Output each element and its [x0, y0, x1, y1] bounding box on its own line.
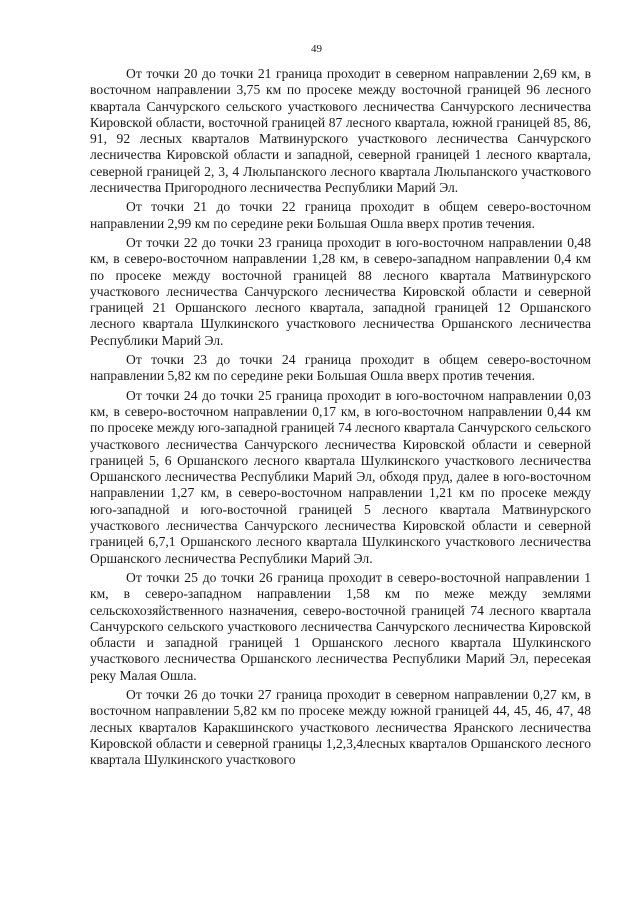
- paragraph-point-24-25: От точки 24 до точки 25 граница проходит в юго-восточном направлении 0,03 км, в северо-восточном направлении 0,17 км, в юго-восточном направлении 0,44 км по просеке между юго-западной границей 74 лесного квартала Санчурского сельского участкового лесничества Санчурского лесничества Кировской области и северной границей 5, 6 Оршанского лесного квартала Шулкинского участкового лесничества Оршанского лесничества Республики Марий Эл, обходя пруд, далее в юго-восточном направлении 1,27 км, в северо-восточном направлении 1,21 км по просеке между юго-западной и юго-восточной границей 5 лесного квартала Матвинурского участкового лесничества Санчурского лесничества Кировской области и северной границей 6,7,1 Оршанского лесного квартала Шулкинского участкового лесничества Оршанского лесничества Республики Марий Эл.: [90, 387, 591, 566]
- paragraph-point-20-21: От точки 20 до точки 21 граница проходит в северном направлении 2,69 км, в восточном направлении 3,75 км по просеке между восточной границей 96 лесного квартала Санчурского сельского участкового лесничества Санчурского лесничества Кировской области, восточной границей 87 лесного квартала, южной границей 85, 86, 91, 92 лесных кварталов Матвинурского участкового лесничества Санчурского лесничества Кировской области и западной, северной границей 1 лесного квартала, северной границей 2, 3, 4 Люльпанского лесного квартала Люльпанского участкового лесничества Пригородного лесничества Республики Марий Эл.: [90, 66, 591, 196]
- document-body: [90, 66, 591, 768]
- paragraph-point-23-24: От точки 23 до точки 24 граница проходит в общем северо-восточном направлении 5,82 км по середине реки Большая Ошла вверх против течения.: [90, 352, 591, 384]
- paragraph-point-22-23: От точки 22 до точки 23 граница проходит в юго-восточном направлении 0,48 км, в северо-восточном направлении 1,28 км, в северо-западном направлении 0,4 км по просеке между восточной границей 88 лесного квартала Матвинурского участкового лесничества Санчурского лесничества Кировской области и северной границей 21 Оршанского лесного квартала, западной границей 12 Оршанского лесного квартала Шулкинского участкового лесничества Оршанского лесничества Республики Марий Эл.: [90, 234, 591, 348]
- paragraph-point-26-27: От точки 26 до точки 27 граница проходит в северном направлении 0,27 км, в восточном направлении 5,82 км по просеке между южной границей 44, 45, 46, 47, 48 лесных кварталов Каракшинского участкового лесничества Яранского лесничества Кировской области и северной границы 1,2,3,4лесных кварталов Оршанского лесного квартала Шулкинского участкового: [90, 686, 591, 768]
- paragraph-point-25-26: От точки 25 до точки 26 граница проходит в северо-восточной направлении 1 км, в северо-западном направлении 1,58 км по меже между землями сельскохозяйственного назначения, северо-восточной границей 74 лесного квартала Санчурского сельского участкового лесничества Санчурского лесничества Кировской области и западной границей 1 Оршанского лесного квартала Шулкинского участкового лесничества Оршанского лесничества Республики Марий Эл, пересекая реку Малая Ошла.: [90, 569, 591, 683]
- paragraph-point-21-22: От точки 21 до точки 22 граница проходит в общем северо-восточном направлении 2,99 км по середине реки Большая Ошла вверх против течения.: [90, 199, 591, 231]
- page-number: 49: [311, 43, 322, 55]
